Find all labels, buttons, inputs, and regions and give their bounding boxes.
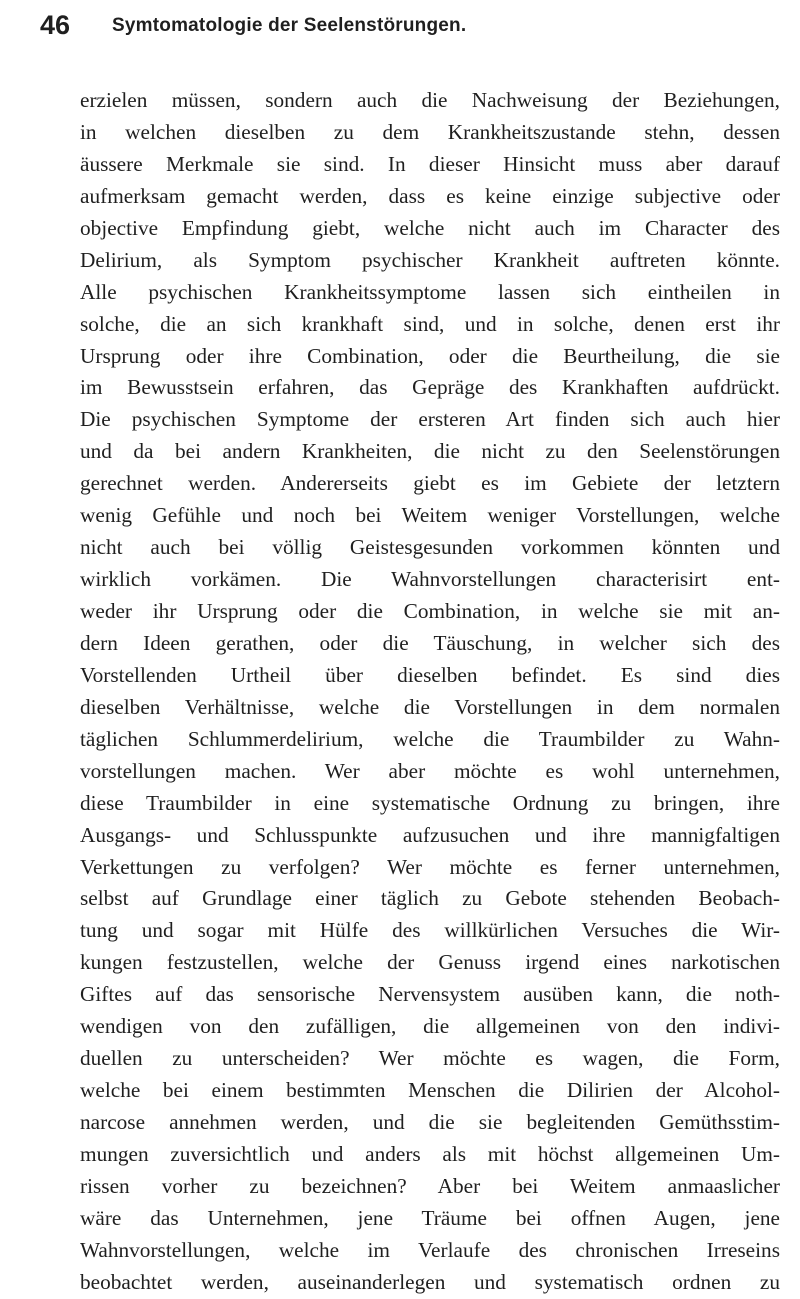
text-line: tung und sogar mit Hülfe des willkürlichen Versuches die Wir- xyxy=(80,918,780,943)
text-line: erzielen müssen, sondern auch die Nachweisung der Beziehungen, xyxy=(80,88,780,112)
text-line: Vorstellenden Urtheil über dieselben befindet. Es sind dies xyxy=(80,662,780,687)
text-line: in welchen dieselben zu dem Krankheitszustande stehn, dessen xyxy=(80,119,780,144)
text-line: rissen vorher zu bezeichnen? Aber bei Weitem anmaaslicher xyxy=(80,1173,780,1198)
text-line: dieselben Verhältnisse, welche die Vorstellungen in dem normalen xyxy=(80,694,780,719)
text-line: beobachtet werden, auseinanderlegen und systematisch ordnen zu xyxy=(80,1269,780,1294)
text-line: dern Ideen gerathen, oder die Täuschung, in welcher sich des xyxy=(80,630,780,655)
text-line: solche, die an sich krankhaft sind, und in solche, denen erst ihr xyxy=(80,311,780,336)
text-line: wenig Gefühle und noch bei Weitem weniger Vorstellungen, welche xyxy=(80,503,780,528)
text-line: Ursprung oder ihre Combination, oder die Beurtheilung, die sie xyxy=(80,343,780,368)
text-line: täglichen Schlummerdelirium, welche die Traumbilder zu Wahn- xyxy=(80,726,780,751)
text-line: wendigen von den zufälligen, die allgemeinen von den indivi- xyxy=(80,1014,780,1039)
body-text xyxy=(80,85,780,1299)
text-line: Wahnvorstellungen, welche im Verlaufe des chronischen Irreseins xyxy=(80,1237,780,1262)
text-line: mungen zuversichtlich und anders als mit höchst allgemeinen Um- xyxy=(80,1141,780,1166)
text-line: Ausgangs- und Schlusspunkte aufzusuchen und ihre mannigfaltigen xyxy=(80,822,780,847)
text-line: objective Empfindung giebt, welche nicht auch im Character des xyxy=(80,215,780,240)
text-line: Verkettungen zu verfolgen? Wer möchte es ferner unternehmen, xyxy=(80,854,780,879)
text-line: weder ihr Ursprung oder die Combination, in welche sie mit an- xyxy=(80,599,780,623)
text-line: äussere Merkmale sie sind. In dieser Hinsicht muss aber darauf xyxy=(80,151,780,176)
text-line: Die psychischen Symptome der ersteren Art finden sich auch hier xyxy=(80,407,780,432)
text-line: selbst auf Grundlage einer täglich zu Gebote stehenden Beobach- xyxy=(80,886,780,911)
text-line: Delirium, als Symptom psychischer Krankheit auftreten könnte. xyxy=(80,247,780,272)
page-number: 46 xyxy=(40,10,71,40)
text-line: und da bei andern Krankheiten, die nicht zu den Seelenstörungen xyxy=(80,439,780,464)
text-line: aufmerksam gemacht werden, dass es keine einzige subjective oder xyxy=(80,183,780,208)
text-line: Alle psychischen Krankheitssymptome lassen sich eintheilen in xyxy=(80,279,780,304)
text-line: welche bei einem bestimmten Menschen die Dilirien der Alcohol- xyxy=(80,1078,780,1103)
text-line: kungen festzustellen, welche der Genuss irgend eines narkotischen xyxy=(80,950,780,975)
text-line: Giftes auf das sensorische Nervensystem ausüben kann, die noth- xyxy=(80,982,780,1007)
text-line: wäre das Unternehmen, jene Träume bei offnen Augen, jene xyxy=(80,1205,780,1230)
text-line: vorstellungen machen. Wer aber möchte es wohl unternehmen, xyxy=(80,758,780,783)
text-line: nicht auch bei völlig Geistesgesunden vorkommen könnten und xyxy=(80,535,780,560)
text-line: im Bewusstsein erfahren, das Gepräge des Krankhaften aufdrückt. xyxy=(80,375,780,400)
text-line: gerechnet werden. Andererseits giebt es im Gebiete der letztern xyxy=(80,471,780,496)
text-line: diese Traumbilder in eine systematische Ordnung zu bringen, ihre xyxy=(80,790,780,815)
running-title: Symtomatologie der Seelenstörungen. xyxy=(112,15,467,36)
text-line: duellen zu unterscheiden? Wer möchte es wagen, die Form, xyxy=(80,1046,780,1071)
text-line: wirklich vorkämen. Die Wahnvorstellungen characterisirt ent- xyxy=(80,567,780,592)
text-line: narcose annehmen werden, und die sie begleitenden Gemüthsstim- xyxy=(80,1110,780,1134)
page-header xyxy=(40,10,760,50)
